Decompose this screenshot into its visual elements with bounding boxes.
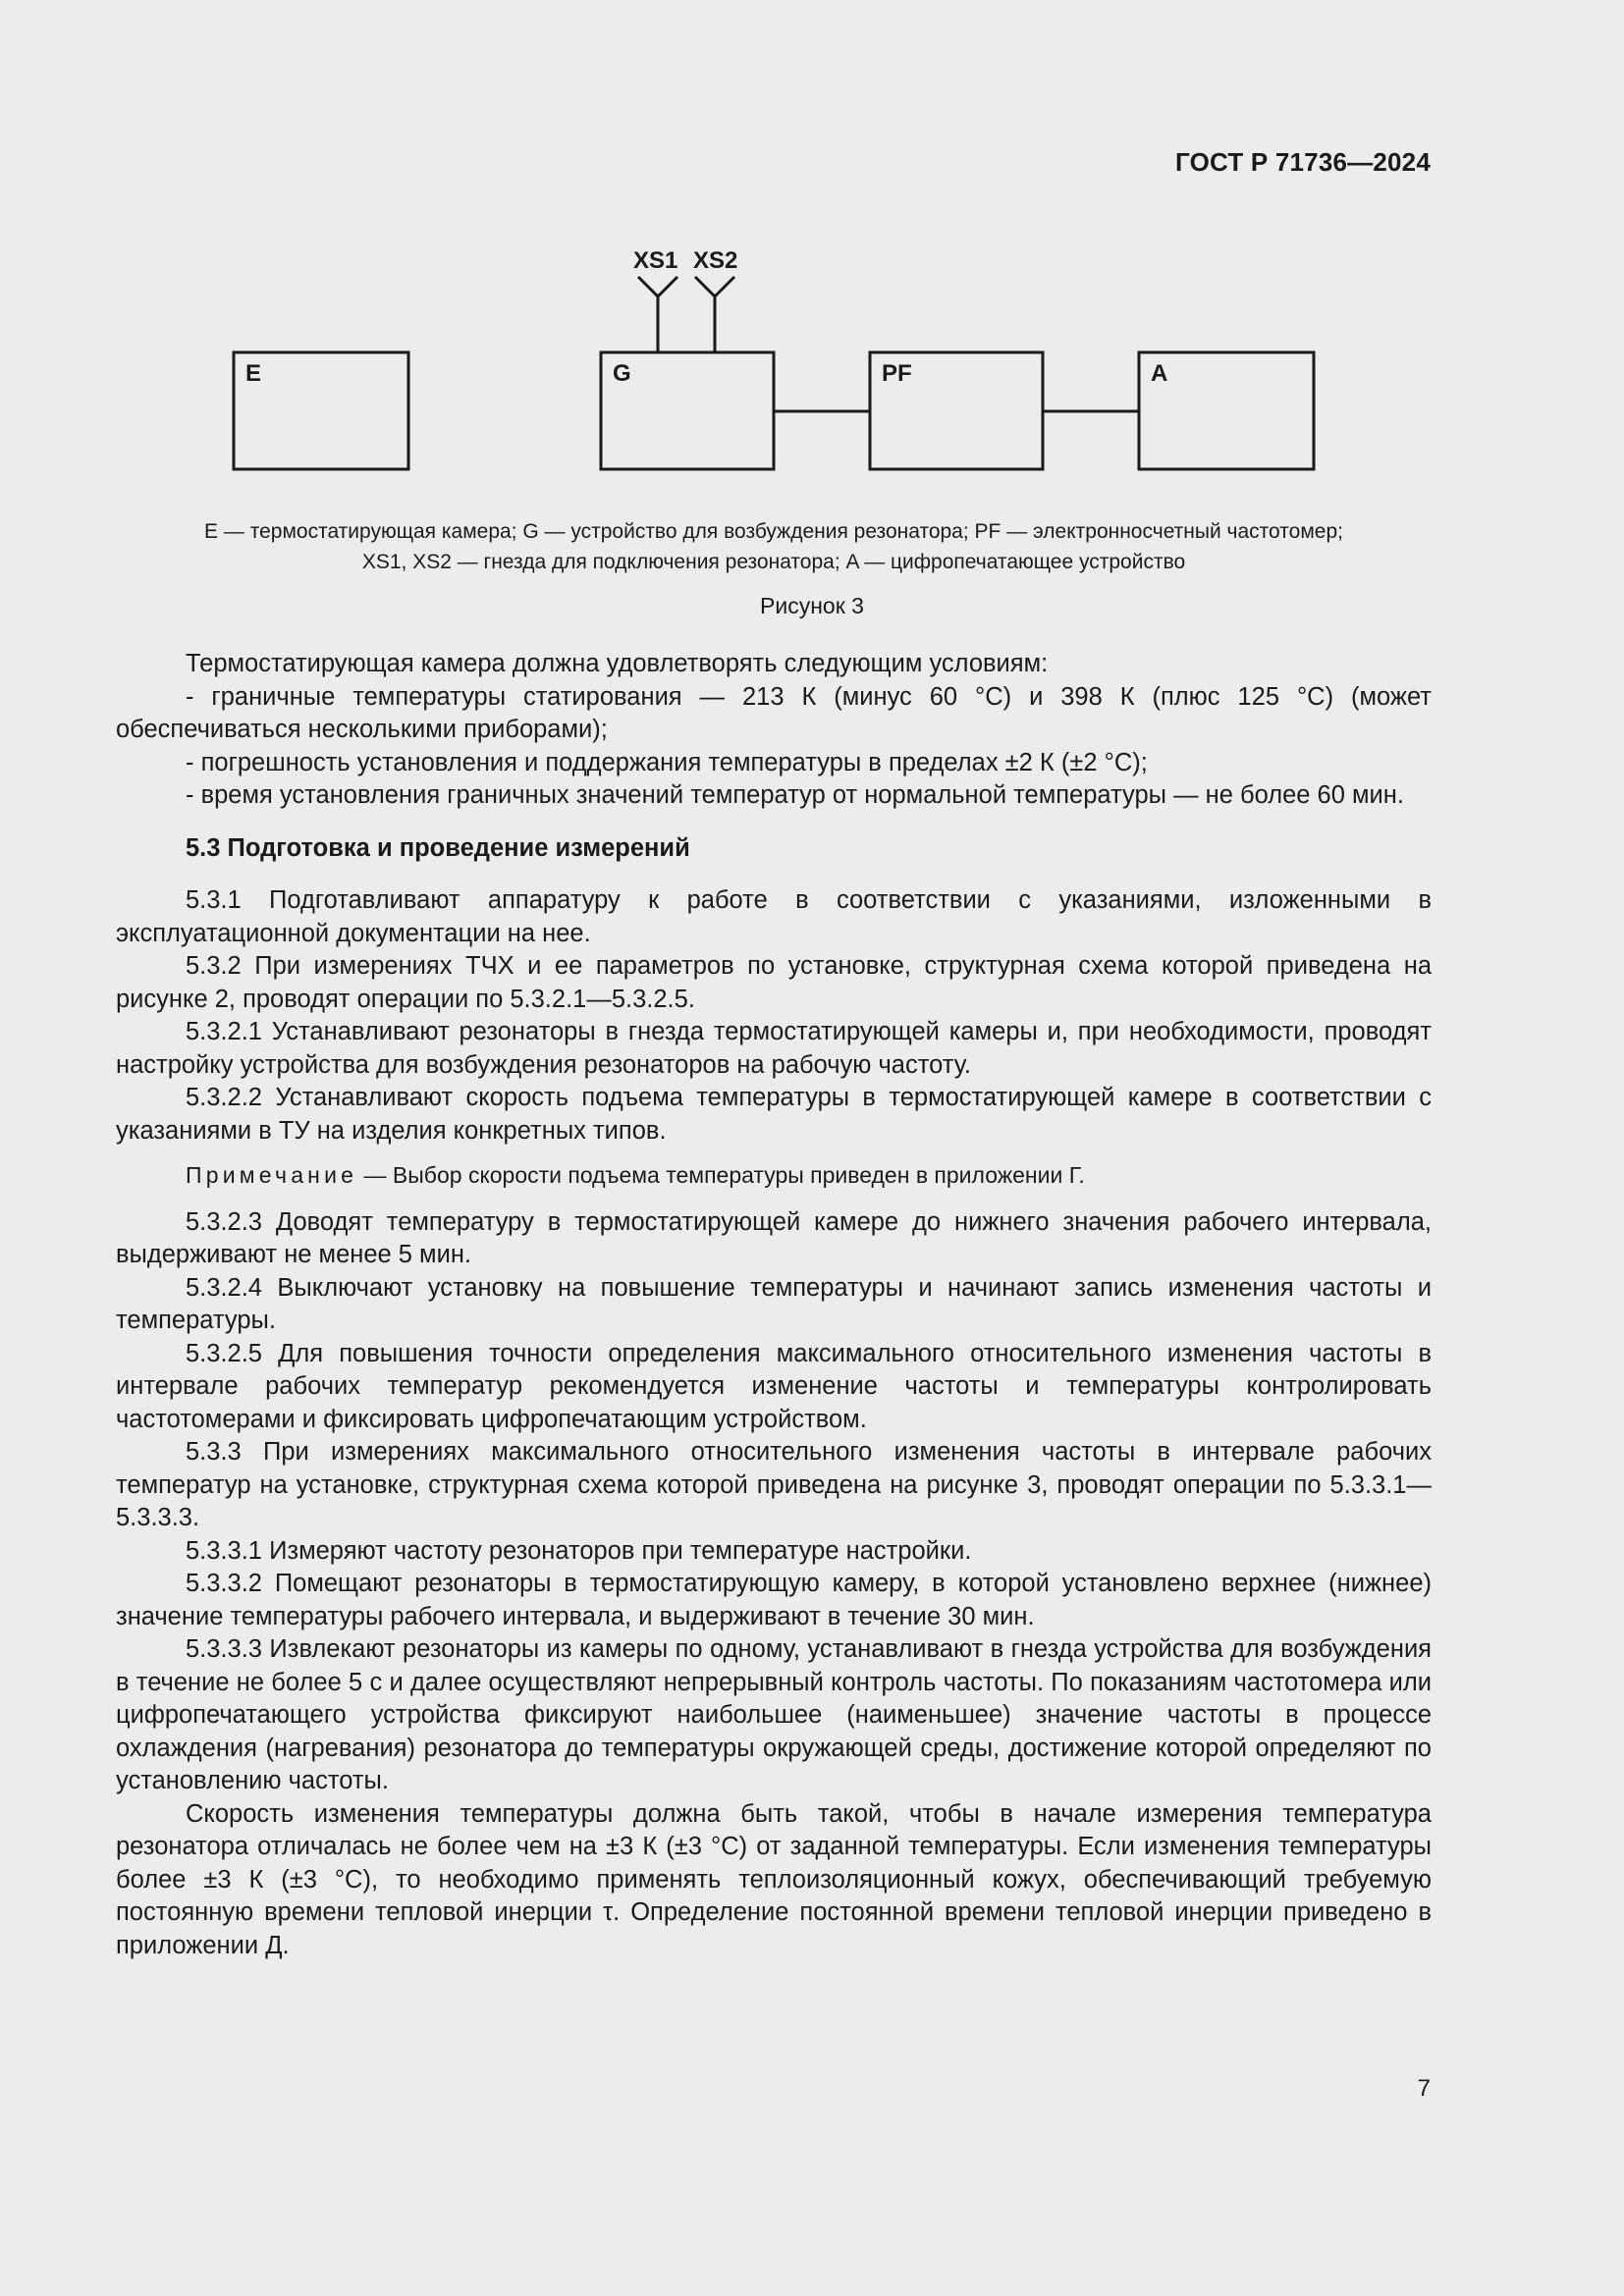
figure-caption bbox=[116, 516, 1432, 577]
paragraph: 5.3.2.2 Устанавливают скорость подъема температуры в термостатирующей камере в соответствии с указаниями в ТУ на изделия конкретных типов. bbox=[116, 1084, 1432, 1145]
note-label: Примечание bbox=[186, 1162, 358, 1188]
caption-line-2: XS1, XS2 — гнезда для подключения резонатора; A — цифропечатающее устройство bbox=[361, 551, 1186, 573]
list-item: - погрешность установления и поддержания температуры в пределах ±2 К (±2 °С); bbox=[186, 748, 1148, 776]
block-pf-label: PF bbox=[882, 360, 912, 387]
paragraph: 5.3.2.3 Доводят температуру в термостатирующей камере до нижнего значения рабочего интервала, выдерживают не менее 5 мин. bbox=[116, 1207, 1432, 1268]
paragraph: 5.3.3.1 Измеряют частоту резонаторов при температуре настройки. bbox=[186, 1536, 972, 1565]
block-diagram bbox=[0, 236, 1624, 481]
socket-xs1 bbox=[638, 277, 677, 352]
note-text: — Выбор скорости подъема температуры приведен в приложении Г. bbox=[357, 1162, 1085, 1188]
paragraph: 5.3.2 При измерениях ТЧХ и ее параметров по установке, структурная схема которой приведена на рисунке 2, проводят операции по 5.3.2.1—5.3.2.5. bbox=[116, 952, 1432, 1013]
section-heading: 5.3 Подготовка и проведение измерений bbox=[186, 833, 690, 862]
block-diagram-svg bbox=[0, 236, 1624, 481]
caption-line-1: E — термостатирующая камера; G — устройство для возбуждения резонатора; PF — электронносчетный частотомер; bbox=[204, 520, 1343, 543]
paragraph: 5.3.2.4 Выключают установку на повышение температуры и начинают запись изменения частоты и температуры. bbox=[116, 1273, 1432, 1334]
paragraph: Скорость изменения температуры должна быть такой, чтобы в начале измерения температура резонатора отличалась не более чем на ±3 К (±3 °С) от заданной температуры. Если изменения температуры более ±3 К (±3 °С), то необходимо применять теплоизоляционный кожух, обеспечивающий требуемую постоянную времени тепловой инерции τ. Определение постоянной времени тепловой инерции приведено в приложении Д. bbox=[116, 1799, 1432, 1959]
list-item: - граничные температуры статирования — 213 К (минус 60 °С) и 398 К (плюс 125 °С) (может обеспечиваться несколькими приборами); bbox=[116, 682, 1432, 743]
paragraph: 5.3.3 При измерениях максимального относительного изменения частоты в интервале рабочих температур на установке, структурная схема которой приведена на рисунке 3, проводят операции по 5.3.3.1—5.3.3.3. bbox=[116, 1438, 1432, 1531]
block-g-label: G bbox=[613, 360, 631, 387]
document-body bbox=[116, 648, 1432, 1962]
socket-xs2-label: XS2 bbox=[693, 247, 738, 274]
figure-title: Рисунок 3 bbox=[760, 593, 864, 618]
page-number: 7 bbox=[1417, 2075, 1431, 2102]
paragraph: 5.3.3.2 Помещают резонаторы в термостатирующую камеру, в которой установлено верхнее (нижнее) значение температуры рабочего интервала, и выдерживают в течение 30 мин. bbox=[116, 1570, 1432, 1630]
paragraph: 5.3.1 Подготавливают аппаратуру к работе в соответствии с указаниями, изложенными в эксплуатационной документации на нее. bbox=[116, 886, 1432, 947]
document-header: ГОСТ Р 71736—2024 bbox=[1175, 147, 1431, 177]
paragraph: 5.3.2.1 Устанавливают резонаторы в гнезда термостатирующей камеры и, при необходимости, проводят настройку устройства для возбуждения резонаторов на рабочую частоту. bbox=[116, 1018, 1432, 1079]
paragraph: 5.3.3.3 Извлекают резонаторы из камеры по одному, устанавливают в гнезда устройства для возбуждения в течение не более 5 с и далее осуществляют непрерывный контроль частоты. По показаниям частотомера или цифропечатающего устройства фиксируют наибольшее (наименьшее) значение частоты в процессе охлаждения (нагревания) резонатора до температуры окружающей среды, достижение которой определяют по установлению частоты. bbox=[116, 1635, 1432, 1794]
paragraph: 5.3.2.5 Для повышения точности определения максимального относительного изменения частоты в интервале рабочих температур рекомендуется изменение частоты и температуры контролировать частотомерами и фиксировать цифропечатающим устройством. bbox=[116, 1339, 1432, 1433]
socket-xs2 bbox=[695, 277, 734, 352]
block-e-label: E bbox=[245, 360, 262, 387]
block-a-label: A bbox=[1151, 360, 1168, 387]
paragraph: Термостатирующая камера должна удовлетворять следующим условиям: bbox=[186, 650, 1049, 677]
note bbox=[116, 1159, 1432, 1193]
socket-xs1-label: XS1 bbox=[633, 247, 678, 274]
list-item: - время установления граничных значений температур от нормальной температуры — не более 60 мин. bbox=[186, 781, 1404, 809]
